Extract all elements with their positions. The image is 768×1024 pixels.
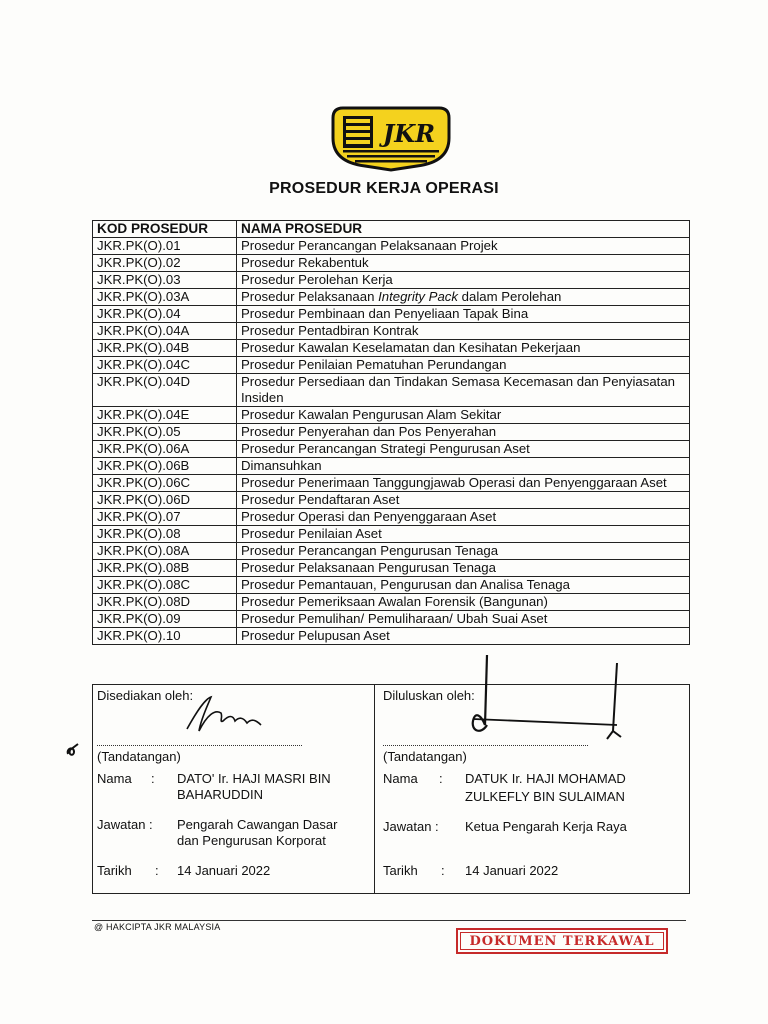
procedure-name: Prosedur Penerimaan Tanggungjawab Operasi dan Penyenggaraan Aset: [237, 475, 690, 492]
procedure-name: Prosedur Perancangan Pelaksanaan Projek: [237, 238, 690, 255]
tarikh-label-left: Tarikh: [97, 863, 132, 878]
procedure-name: Prosedur Kawalan Keselamatan dan Kesihatan Pekerjaan: [237, 340, 690, 357]
nama-value-left-line1: DATO' Ir. HAJI MASRI BIN: [177, 771, 331, 786]
nama-value-left-line2: BAHARUDDIN: [177, 787, 263, 802]
tarikh-colon-right: :: [441, 863, 445, 878]
procedure-code: JKR.PK(O).02: [93, 255, 237, 272]
procedure-code: JKR.PK(O).08C: [93, 577, 237, 594]
procedure-code: JKR.PK(O).03: [93, 272, 237, 289]
procedure-code: JKR.PK(O).06C: [93, 475, 237, 492]
nama-colon-left: :: [151, 771, 155, 786]
table-row: [93, 306, 690, 323]
procedure-code: JKR.PK(O).04C: [93, 357, 237, 374]
procedure-name-prefix: Prosedur Pelaksanaan: [241, 289, 379, 304]
nama-value-right-line1: DATUK Ir. HAJI MOHAMAD: [465, 771, 626, 786]
procedure-code: JKR.PK(O).06A: [93, 441, 237, 458]
table-row: [93, 475, 690, 492]
logo-text: JKR: [382, 119, 436, 148]
procedure-code: JKR.PK(O).07: [93, 509, 237, 526]
procedure-code: JKR.PK(O).09: [93, 611, 237, 628]
procedure-name: Prosedur Perancangan Pengurusan Tenaga: [237, 543, 690, 560]
procedure-table: [92, 220, 690, 645]
table-header-row: [93, 221, 690, 238]
procedure-name: [237, 289, 690, 306]
procedure-name: Prosedur Operasi dan Penyenggaraan Aset: [237, 509, 690, 526]
stamp-text: DOKUMEN TERKAWAL: [469, 933, 655, 949]
jawatan-value-right: Ketua Pengarah Kerja Raya: [465, 819, 627, 834]
signature-left-icon: [177, 691, 267, 737]
controlled-document-stamp: [456, 928, 668, 954]
nama-value-right-line2: ZULKEFLY BIN SULAIMAN: [465, 789, 625, 804]
jkr-logo: [331, 104, 451, 172]
procedure-name: Prosedur Pemulihan/ Pemuliharaan/ Ubah Suai Aset: [237, 611, 690, 628]
procedure-code: JKR.PK(O).04A: [93, 323, 237, 340]
procedure-code: JKR.PK(O).06B: [93, 458, 237, 475]
approved-by-heading: Diluluskan oleh:: [383, 688, 475, 703]
tarikh-value-left: 14 Januari 2022: [177, 863, 271, 878]
procedure-name: Prosedur Pelupusan Aset: [237, 628, 690, 645]
procedure-name: Prosedur Penilaian Aset: [237, 526, 690, 543]
table-row: [93, 458, 690, 475]
procedure-code: JKR.PK(O).03A: [93, 289, 237, 306]
table-row: [93, 323, 690, 340]
table-row: [93, 594, 690, 611]
procedure-name: Dimansuhkan: [237, 458, 690, 475]
approval-box: [92, 684, 690, 894]
procedure-name: Prosedur Pemantauan, Pengurusan dan Analisa Tenaga: [237, 577, 690, 594]
procedure-name: Prosedur Penilaian Pematuhan Perundangan: [237, 357, 690, 374]
footer-divider: [92, 920, 686, 921]
procedure-code: JKR.PK(O).06D: [93, 492, 237, 509]
copyright-text: @ HAKCIPTA JKR MALAYSIA: [94, 922, 221, 932]
header-name: NAMA PROSEDUR: [237, 221, 690, 238]
table-row: [93, 424, 690, 441]
procedure-code: JKR.PK(O).04E: [93, 407, 237, 424]
tarikh-value-right: 14 Januari 2022: [465, 863, 559, 878]
table-row: [93, 238, 690, 255]
procedure-name: Prosedur Pendaftaran Aset: [237, 492, 690, 509]
table-row: [93, 289, 690, 306]
table-row: [93, 577, 690, 594]
table-row: [93, 255, 690, 272]
procedure-name: Prosedur Persediaan dan Tindakan Semasa Kecemasan dan Penyiasatan Insiden: [237, 374, 690, 407]
table-row: [93, 560, 690, 577]
table-row: [93, 272, 690, 289]
procedure-code: JKR.PK(O).08B: [93, 560, 237, 577]
procedure-code: JKR.PK(O).08A: [93, 543, 237, 560]
signature-right-icon: [467, 655, 637, 745]
procedure-name: Prosedur Penyerahan dan Pos Penyerahan: [237, 424, 690, 441]
procedure-code: JKR.PK(O).04: [93, 306, 237, 323]
nama-colon-right: :: [439, 771, 443, 786]
margin-mark-icon: [64, 742, 82, 760]
table-row: [93, 611, 690, 628]
jawatan-label-right: Jawatan :: [383, 819, 439, 834]
signature-label-left: (Tandatangan): [97, 749, 181, 764]
procedure-code: JKR.PK(O).04B: [93, 340, 237, 357]
signature-line-right: [383, 745, 588, 746]
tarikh-label-right: Tarikh: [383, 863, 418, 878]
signature-label-right: (Tandatangan): [383, 749, 467, 764]
tarikh-colon-left: :: [155, 863, 159, 878]
procedure-code: JKR.PK(O).10: [93, 628, 237, 645]
procedure-name-emphasis: Integrity Pack: [378, 289, 458, 304]
procedure-name: Prosedur Pentadbiran Kontrak: [237, 323, 690, 340]
procedure-name-suffix: dalam Perolehan: [458, 289, 562, 304]
procedure-code: JKR.PK(O).04D: [93, 374, 237, 407]
procedure-name: Prosedur Rekabentuk: [237, 255, 690, 272]
jawatan-label-left: Jawatan :: [97, 817, 153, 832]
procedure-name: Prosedur Perolehan Kerja: [237, 272, 690, 289]
procedure-name: Prosedur Pemeriksaan Awalan Forensik (Bangunan): [237, 594, 690, 611]
procedure-code: JKR.PK(O).08: [93, 526, 237, 543]
prepared-by-heading: Disediakan oleh:: [97, 688, 194, 703]
procedure-name: Prosedur Pelaksanaan Pengurusan Tenaga: [237, 560, 690, 577]
procedure-name: Prosedur Kawalan Pengurusan Alam Sekitar: [237, 407, 690, 424]
table-row: [93, 407, 690, 424]
procedure-name: Prosedur Perancangan Strategi Pengurusan Aset: [237, 441, 690, 458]
table-row: [93, 357, 690, 374]
procedure-code: JKR.PK(O).01: [93, 238, 237, 255]
procedure-name: Prosedur Pembinaan dan Penyeliaan Tapak Bina: [237, 306, 690, 323]
table-row: [93, 628, 690, 645]
signature-line-left: [97, 745, 302, 746]
table-row: [93, 340, 690, 357]
table-row: [93, 374, 690, 407]
nama-label-right: Nama: [383, 771, 418, 786]
table-row: [93, 492, 690, 509]
procedure-code: JKR.PK(O).05: [93, 424, 237, 441]
table-row: [93, 543, 690, 560]
header-code: KOD PROSEDUR: [93, 221, 237, 238]
table-row: [93, 441, 690, 458]
jawatan-value-left-line2: dan Pengurusan Korporat: [177, 833, 326, 848]
procedure-code: JKR.PK(O).08D: [93, 594, 237, 611]
nama-label-left: Nama: [97, 771, 132, 786]
table-row: [93, 509, 690, 526]
stamp-inner-border: [460, 932, 664, 950]
approval-divider: [374, 685, 375, 893]
table-row: [93, 526, 690, 543]
page-title: PROSEDUR KERJA OPERASI: [269, 180, 499, 197]
jawatan-value-left-line1: Pengarah Cawangan Dasar: [177, 817, 338, 832]
